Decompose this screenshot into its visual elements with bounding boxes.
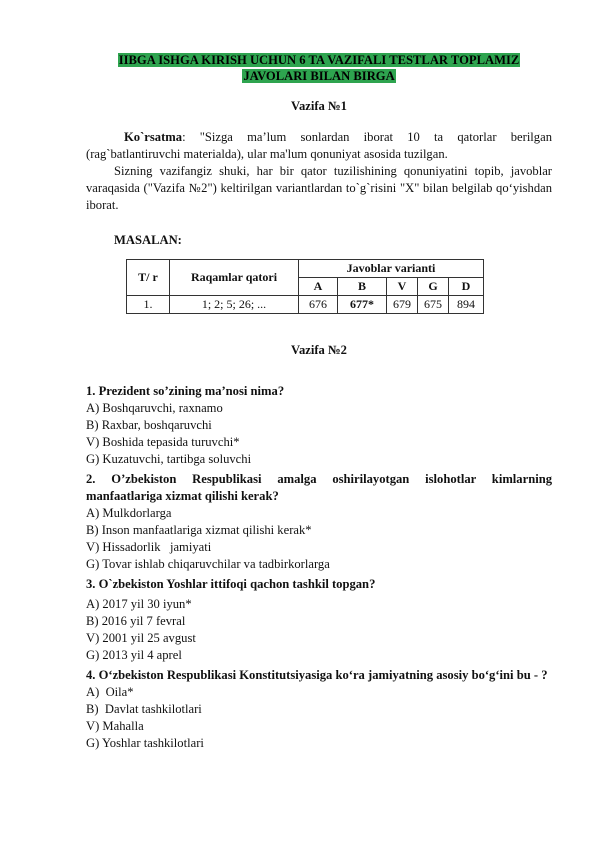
task2-heading: Vazifa №2	[291, 343, 347, 357]
col-header-tr: T/ r	[127, 260, 170, 296]
question-block	[86, 383, 552, 468]
question-4-option-b: B) Davlat tashkilotlari	[86, 702, 202, 716]
row-value-d: 894	[449, 296, 484, 314]
option-header-b: B	[338, 278, 387, 296]
table-row	[127, 296, 484, 314]
question-2-option-b: B) Inson manfaatlariga xizmat qilishi kerak*	[86, 523, 312, 537]
col-header-answers: Javoblar varianti	[299, 260, 484, 278]
row-value-g: 675	[418, 296, 449, 314]
option-header-v: V	[387, 278, 418, 296]
instruction-paragraph	[86, 129, 552, 163]
instruction-text: : "Sizga ma’lum sonlardan iborat 10 ta qatorlar berilgan (rag`batlantiruvchi materialda), ular ma'lum qonuniyat asosida tuzilgan.	[86, 130, 552, 161]
row-value-a: 676	[299, 296, 338, 314]
row-number: 1.	[127, 296, 170, 314]
question-4-option-v: V) Mahalla	[86, 719, 144, 733]
question-4-option-a: A) Oila*	[86, 685, 134, 699]
option-header-a: A	[299, 278, 338, 296]
question-1-option-g: G) Kuzatuvchi, tartibga soluvchi	[86, 452, 252, 466]
example-table	[126, 259, 484, 314]
task1-heading: Vazifa №1	[291, 99, 347, 113]
title-line-2: JAVOLARI BILAN BIRGA	[243, 69, 395, 83]
question-4-option-g: G) Yoshlar tashkilotlari	[86, 736, 204, 750]
option-header-g: G	[418, 278, 449, 296]
question-2-option-v: V) Hissadorlik jamiyati	[86, 540, 212, 554]
document-title	[86, 52, 552, 84]
question-2: 2. O’zbekiston Respublikasi amalga oshirilayotgan islohotlar kimlarning manfaatlariga xizmat qilishi kerak?	[86, 472, 552, 503]
option-header-d: D	[449, 278, 484, 296]
question-2-option-a: A) Mulkdorlarga	[86, 506, 172, 520]
example-label: MASALAN:	[114, 233, 182, 247]
question-2-option-g: G) Tovar ishlab chiqaruvchilar va tadbirkorlarga	[86, 557, 330, 571]
task-description-paragraph: Sizning vazifangiz shuki, har bir qator tuzilishining qonuniyatini topib, javoblar varaqasida ("Vazifa №2") keltirilgan variantlardan to`g`risini "X" bilan belgilab qo‘yishdan iborat.	[86, 164, 552, 212]
question-1-option-a: A) Boshqaruvchi, raxnamo	[86, 401, 223, 415]
document-page	[86, 52, 552, 752]
question-block	[86, 667, 552, 752]
row-series: 1; 2; 5; 26; ...	[170, 296, 299, 314]
title-line-1: IIBGA ISHGA KIRISH UCHUN 6 TA VAZIFALI TESTLAR TOPLAMIZ	[118, 53, 520, 67]
question-1-option-b: B) Raxbar, boshqaruvchi	[86, 418, 212, 432]
question-1-option-v: V) Boshida tepasida turuvchi*	[86, 435, 240, 449]
row-value-v: 679	[387, 296, 418, 314]
question-3-option-a: A) 2017 yil 30 iyun*	[86, 597, 192, 611]
question-3-option-g: G) 2013 yil 4 aprel	[86, 648, 182, 662]
question-3: 3. O`zbekiston Yoshlar ittifoqi qachon tashkil topgan?	[86, 577, 376, 591]
row-value-b: 677*	[338, 296, 387, 314]
question-1: 1. Prezident so’zining ma’nosi nima?	[86, 384, 285, 398]
question-4: 4. O‘zbekiston Respublikasi Konstitutsiyasiga ko‘ra jamiyatning asosiy bo‘g‘ini bu - ?	[86, 668, 548, 682]
col-header-series: Raqamlar qatori	[170, 260, 299, 296]
question-3-option-b: B) 2016 yil 7 fevral	[86, 614, 186, 628]
question-block	[86, 471, 552, 573]
question-3-option-v: V) 2001 yil 25 avgust	[86, 631, 196, 645]
question-block	[86, 576, 552, 664]
instruction-label: Ko`rsatma	[124, 130, 183, 144]
